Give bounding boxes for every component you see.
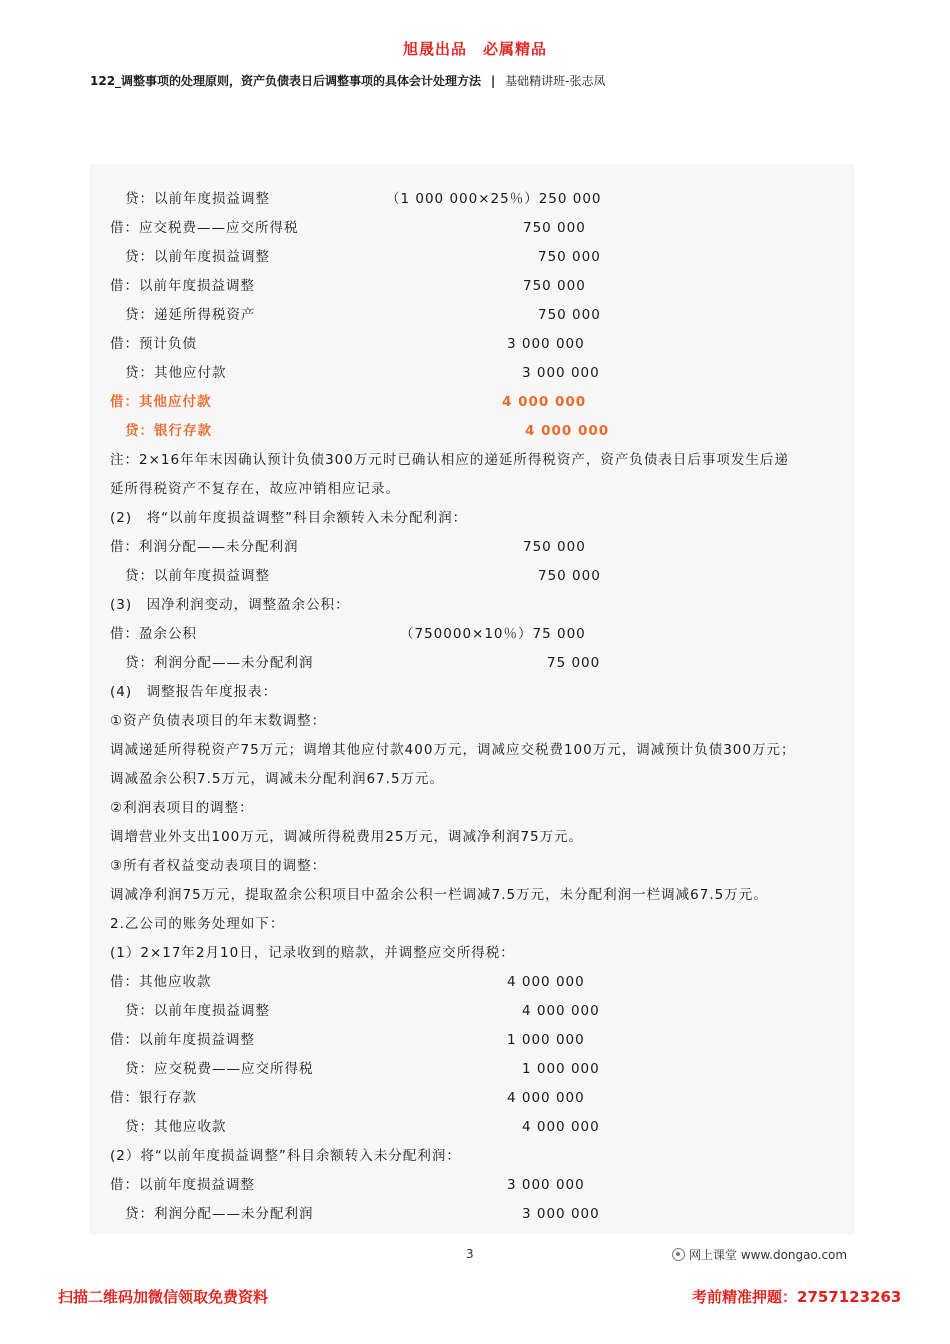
highlighted-line: 贷：银行存款 4 000 000: [125, 423, 610, 439]
text-line: 贷：以前年度损益调整 750 000: [125, 249, 601, 265]
text-line: 借：银行存款 4 000 000: [110, 1090, 585, 1106]
highlighted-line: 借：其他应付款 4 000 000: [110, 394, 587, 410]
text-line: 贷：以前年度损益调整 4 000 000: [125, 1003, 600, 1019]
text-line: 注：2×16年年末因确认预计负债300万元时已确认相应的递延所得税资产，资产负债表日后事项发生后递: [110, 452, 789, 468]
text-line: (2）将“以前年度损益调整”科目余额转入未分配利润：: [110, 1148, 461, 1164]
brand-footer: [672, 1246, 847, 1263]
text-line: 借：应交税费——应交所得税 750 000: [110, 220, 586, 236]
text-line: 贷：其他应收款 4 000 000: [125, 1119, 600, 1135]
brand-logo-icon: [672, 1248, 685, 1261]
text-line: ①资产负债表项目的年末数调整：: [110, 713, 327, 729]
text-line: 延所得税资产不复存在，故应冲销相应记录。: [110, 481, 400, 497]
text-line: 借：以前年度损益调整 1 000 000: [110, 1032, 585, 1048]
text-line: (4) 调整报告年度报表：: [110, 684, 278, 700]
text-line: 贷：以前年度损益调整 750 000: [125, 568, 601, 584]
text-line: 借：以前年度损益调整 750 000: [110, 278, 586, 294]
text-line: ③所有者权益变动表项目的调整：: [110, 858, 327, 874]
text-line: 借：预计负债 3 000 000: [110, 336, 585, 352]
text-line: 贷：以前年度损益调整 （1 000 000×25％）250 000: [125, 191, 602, 207]
text-line: 借：盈余公积 （750000×10％）75 000: [110, 626, 586, 642]
text-line: ②利润表项目的调整：: [110, 800, 254, 816]
lesson-title: 122_调整事项的处理原则，资产负债表日后调整事项的具体会计处理方法: [90, 74, 482, 88]
text-line: 借：其他应收款 4 000 000: [110, 974, 585, 990]
text-line: 贷：应交税费——应交所得税 1 000 000: [125, 1061, 600, 1077]
content-area: [90, 164, 854, 1234]
text-line: 贷：利润分配——未分配利润 3 000 000: [125, 1206, 600, 1222]
page-number: 3: [466, 1247, 474, 1261]
document-header: [90, 72, 870, 89]
top-banner: 旭晟出品 必属精品: [402, 40, 547, 58]
text-line: 调减递延所得税资产75万元；调增其他应付款400万元，调减应交税费100万元，调减预计负债300万元；: [110, 742, 796, 758]
text-line: 贷：递延所得税资产 750 000: [125, 307, 601, 323]
text-line: (2) 将“以前年度损益调整”科目余额转入未分配利润：: [110, 510, 468, 526]
course-name: 基础精讲班-张志凤: [505, 74, 606, 88]
header-separator: |: [490, 74, 496, 88]
brand-text: 网上课堂 www.dongao.com: [689, 1248, 848, 1262]
text-line: (3) 因净利润变动，调整盈余公积：: [110, 597, 350, 613]
text-line: 贷：其他应付款 3 000 000: [125, 365, 600, 381]
text-line: 借：以前年度损益调整 3 000 000: [110, 1177, 585, 1193]
text-line: 调减盈余公积7.5万元，调减未分配利润67.5万元。: [110, 771, 445, 787]
promo-left: 扫描二维码加微信领取免费资料: [58, 1288, 269, 1306]
text-line: 调减净利润75万元，提取盈余公积项目中盈余公积一栏调减7.5万元，未分配利润一栏调减67.5万元。: [110, 887, 768, 903]
text-line: 借：利润分配——未分配利润 750 000: [110, 539, 586, 555]
text-line: 贷：利润分配——未分配利润 75 000: [125, 655, 601, 671]
text-line: 调增营业外支出100万元，调减所得税费用25万元，调减净利润75万元。: [110, 829, 584, 845]
text-line: (1）2×17年2月10日，记录收到的赔款，并调整应交所得税：: [110, 945, 515, 961]
text-line: 2.乙公司的账务处理如下：: [110, 916, 285, 932]
promo-right: 考前精准押题：2757123263: [692, 1288, 902, 1306]
